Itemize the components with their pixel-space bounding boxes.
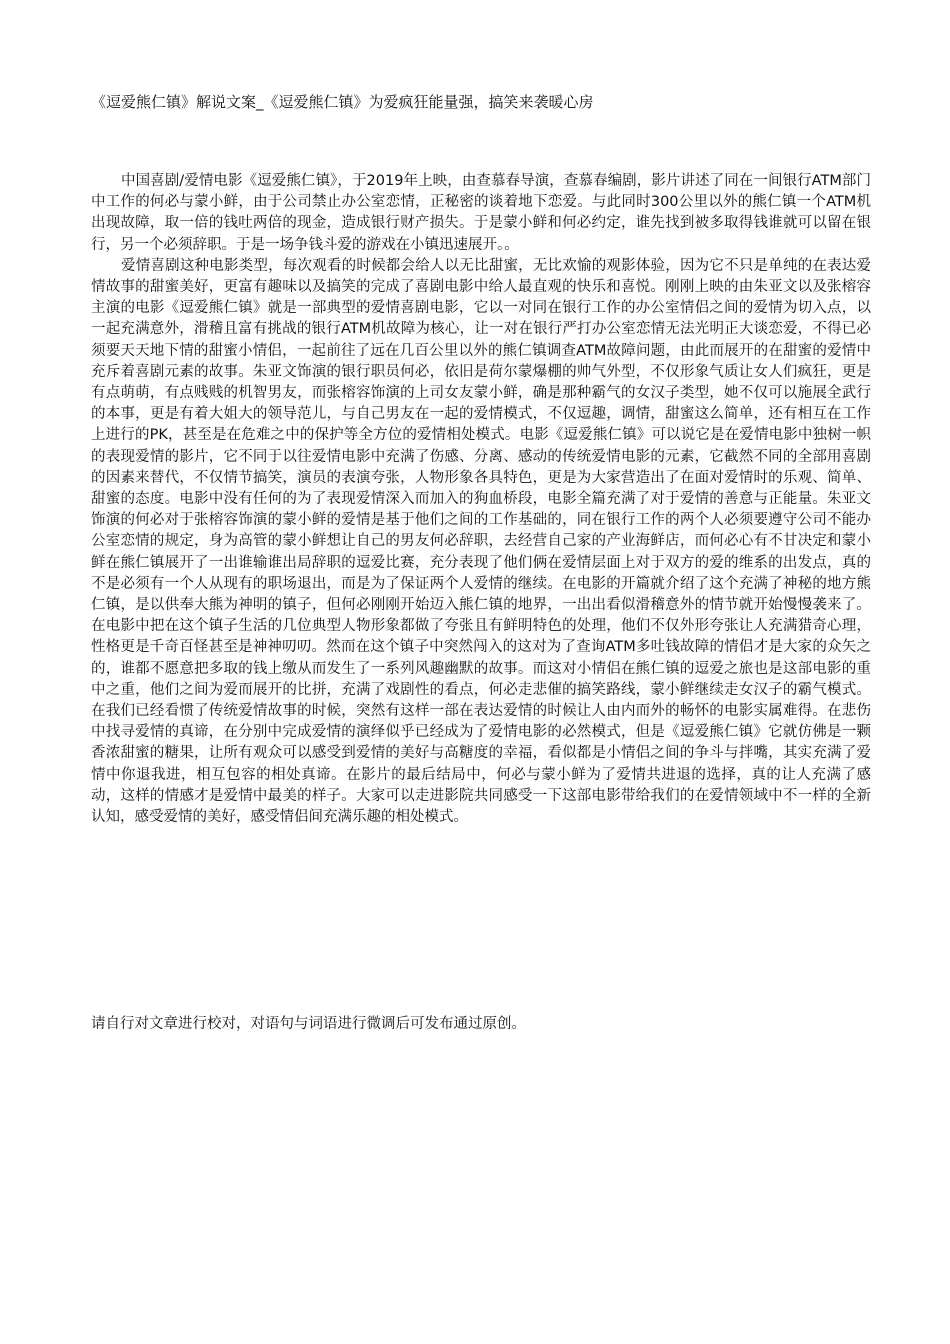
document-title: 《逗爱熊仁镇》解说文案_《逗爱熊仁镇》为爱疯狂能量强，搞笑来袭暖心房: [91, 93, 594, 111]
document-body: [91, 171, 871, 828]
paragraph-intro: 中国喜剧/爱情电影《逗爱熊仁镇》，于2019年上映，由查慕春导演，查慕春编剧，影片讲述了同在一间银行ATM部门中工作的何必与蒙小鲜，由于公司禁止办公室恋情，正秘密的谈着地下恋爱。与此同时300公里以外的熊仁镇一个ATM机出现故障，取一倍的钱吐两倍的现金，造成银行财产损失。于是蒙小鲜和何必约定，谁先找到被多取得钱谁就可以留在银行，另一个必须辞职。于是一场争钱斗爱的游戏在小镇迅速展开。。: [91, 173, 871, 253]
footer-note: 请自行对文章进行校对，对语句与词语进行微调后可发布通过原创。: [91, 1016, 526, 1032]
paragraph-review: 爱情喜剧这种电影类型，每次观看的时候都会给人以无比甜蜜，无比欢愉的观影体验，因为它不只是单纯的在表达爱情故事的甜蜜美好，更富有趣味以及搞笑的完成了喜剧电影中给人最直观的快乐和喜悦。刚刚上映的由朱亚文以及张榕容主演的电影《逗爱熊仁镇》就是一部典型的爱情喜剧电影，它以一对同在银行工作的办公室情侣之间的爱情为切入点，以一起充满意外，滑稽且富有挑战的银行ATM机故障为核心，让一对在银行严打办公室恋情无法光明正大谈恋爱，不得已必须要天天地下情的甜蜜小情侣，一起前往了远在几百公里以外的熊仁镇调查ATM故障问题，由此而展开的在甜蜜的爱情中充斥着喜剧元素的故事。朱亚文饰演的银行职员何必，依旧是荷尔蒙爆棚的帅气外型，不仅形象气质让女人们疯狂，更是有点萌萌，有点贱贱的机智男友，而张榕容饰演的上司女友蒙小鲜，确是那种霸气的女汉子类型，她不仅可以施展全武行的本事，更是有着大姐大的领导范儿，与自己男友在一起的爱情模式，不仅逗趣，调情，甜蜜这么简单，还有相互在工作上进行的PK，甚至是在危难之中的保护等全方位的爱情相处模式。电影《逗爱熊仁镇》可以说它是在爱情电影中独树一帜的表现爱情的影片，它不同于以往爱情电影中充满了伤感、分离、感动的传统爱情电影的元素，它截然不同的全部用喜剧的因素来替代，不仅情节搞笑，演员的表演夸张，人物形象各具特色，更是为大家营造出了在面对爱情时的乐观、简单、甜蜜的态度。电影中没有任何的为了表现爱情深入而加入的狗血桥段，电影全篇充满了对于爱情的善意与正能量。朱亚文饰演的何必对于张榕容饰演的蒙小鲜的爱情是基于他们之间的工作基础的，同在银行工作的两个人必须要遵守公司不能办公室恋情的规定，身为高管的蒙小鲜想让自己的男友何必辞职，去经营自己家的产业海鲜店，而何必心有不甘决定和蒙小鲜在熊仁镇展开了一出谁输谁出局辞职的逗爱比赛，充分表现了他们俩在爱情层面上对于双方的爱的维系的出发点，真的不是必须有一个人从现有的职场退出，而是为了保证两个人爱情的继续。在电影的开篇就介绍了这个充满了神秘的地方熊仁镇，是以供奉大熊为神明的镇子，但何必刚刚开始迈入熊仁镇的地界，一出出看似滑稽意外的情节就开始慢慢袭来了。在电影中把在这个镇子生活的几位典型人物形象都做了夸张且有鲜明特色的处理，他们不仅外形夸张让人充满猎奇心理，性格更是千奇百怪甚至是神神叨叨。然而在这个镇子中突然闯入的这对为了查询ATM多吐钱故障的情侣才是大家的众矢之的，谁都不愿意把多取的钱上缴从而发生了一系列风趣幽默的故事。而这对小情侣在熊仁镇的逗爱之旅也是这部电影的重中之重，他们之间为爱而展开的比拼，充满了戏剧性的看点，何必走悲催的搞笑路线，蒙小鲜继续走女汉子的霸气模式。在我们已经看惯了传统爱情故事的时候，突然有这样一部在表达爱情的时候让人由内而外的畅怀的电影实属难得。在悲伤中找寻爱情的真谛，在分别中完成爱情的演绎似乎已经成为了爱情电影的必然模式，但是《逗爱熊仁镇》它就仿佛是一颗香浓甜蜜的糖果，让所有观众可以感受到爱情的美好与高糖度的幸福，看似都是小情侣之间的争斗与拌嘴，其实充满了爱情中你退我进，相互包容的相处真谛。在影片的最后结局中，何必与蒙小鲜为了爱情共进退的选择，真的让人充满了感动，这样的情感才是爱情中最美的样子。大家可以走进影院共同感受一下这部电影带给我们的在爱情领域中不一样的全新认知，感受爱情的美好，感受情侣间充满乐趣的相处模式。: [91, 257, 871, 826]
